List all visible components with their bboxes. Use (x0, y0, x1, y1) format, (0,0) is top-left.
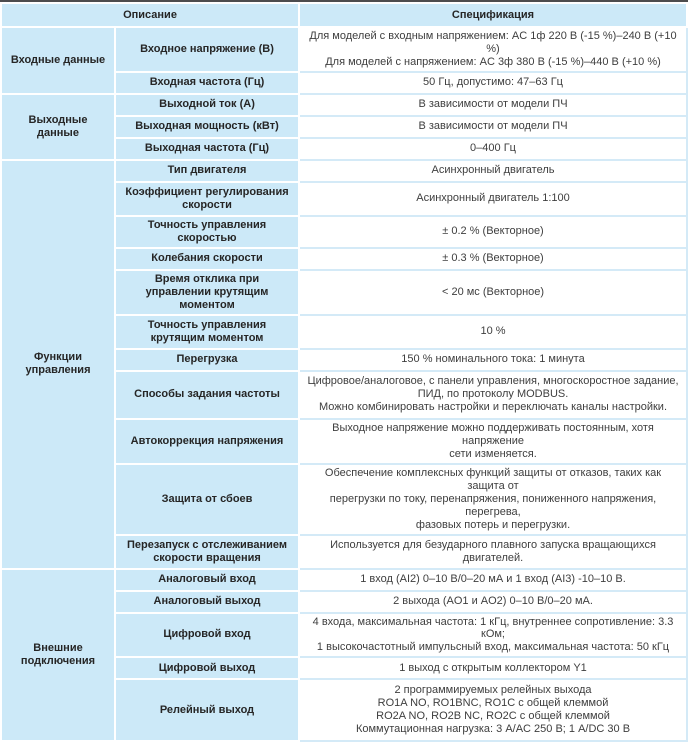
spec-line: 1 высокочастотный импульсный вход, максимальная частота: 50 кГц (316, 641, 670, 654)
header-description: Описание (1, 3, 299, 27)
spec-overload (299, 349, 687, 371)
spec-line: 2 выхода (AO1 и AO2) 0–10 В/0–20 мА. (393, 595, 593, 608)
spec-line: 150 % номинального тока: 1 минута (401, 353, 585, 366)
spec-digital-output (299, 657, 687, 679)
spec-frequency-setting-methods (299, 371, 687, 419)
param-voltage-autocorrection: Автокоррекция напряжения (115, 419, 299, 464)
spec-line: 10 % (480, 325, 506, 338)
spec-output-power (299, 116, 687, 138)
param-fault-protection: Защита от сбоев (115, 464, 299, 535)
param-analog-input: Аналоговый вход (115, 569, 299, 591)
spec-speed-tracking-restart (299, 535, 687, 569)
spec-voltage-autocorrection (299, 419, 687, 464)
spec-line: ± 0.3 % (Векторное) (442, 252, 544, 265)
spec-analog-input (299, 569, 687, 591)
param-speed-control-accuracy: Точность управления скоростью (115, 216, 299, 248)
spec-input-voltage (299, 27, 687, 72)
param-analog-output: Аналоговый выход (115, 591, 299, 613)
spec-line: В зависимости от модели ПЧ (418, 120, 568, 133)
spec-digital-input (299, 613, 687, 658)
spec-output-frequency (299, 138, 687, 160)
spec-motor-type (299, 160, 687, 182)
param-output-frequency: Выходная частота (Гц) (115, 138, 299, 160)
spec-line: 2 программируемых релейных выхода (394, 684, 592, 697)
row-analog-input (1, 569, 687, 591)
spec-line: ПИД, по протоколу MODBUS. (417, 388, 569, 401)
spec-relay-output (299, 679, 687, 741)
spec-input-frequency (299, 72, 687, 94)
param-torque-control-accuracy: Точность управления крутящим моментом (115, 315, 299, 349)
param-output-current: Выходной ток (А) (115, 94, 299, 116)
spec-analog-output (299, 591, 687, 613)
spec-line: 50 Гц, допустимо: 47–63 Гц (423, 76, 563, 89)
spec-fault-protection (299, 464, 687, 535)
param-speed-tracking-restart: Перезапуск с отслеживанием скорости вращения (115, 535, 299, 569)
header-row (1, 3, 687, 27)
spec-line: Выходное напряжение можно поддерживать постоянным, хотя напряжение (332, 421, 654, 447)
param-overload: Перегрузка (115, 349, 299, 371)
row-output-current (1, 94, 687, 116)
group-input-data: Входные данные (1, 27, 115, 94)
spec-line: 1 выход с открытым коллектором Y1 (399, 661, 587, 674)
spec-line: Используется для безударного плавного запуска вращающихся двигателей. (330, 538, 656, 564)
spec-line: 4 входа, максимальная частота: 1 кГц, внутреннее сопротивление: 3.3 кОм; (312, 615, 674, 641)
spec-line: ± 0.2 % (Векторное) (442, 225, 544, 238)
spec-line: < 20 мс (Векторное) (441, 285, 545, 298)
spec-line: фазовых потерь и перегрузки. (415, 518, 571, 531)
param-output-power: Выходная мощность (кВт) (115, 116, 299, 138)
param-relay-output: Релейный выход (115, 679, 299, 741)
spec-line: RO1A NO, RO1BNC, RO1C с общей клеммой (377, 697, 609, 710)
group-external-connections: Внешние подключения (1, 569, 115, 742)
group-control-functions: Функции управления (1, 160, 115, 569)
param-input-frequency: Входная частота (Гц) (115, 72, 299, 94)
param-torque-response-time: Время отклика при управлении крутящим моментом (115, 270, 299, 315)
spec-line: В зависимости от модели ПЧ (418, 98, 568, 111)
spec-line: Коммутационная нагрузка: 3 А/AC 250 В; 1 А/DC 30 В (355, 723, 631, 736)
header-specification: Спецификация (299, 3, 687, 27)
param-motor-type: Тип двигателя (115, 160, 299, 182)
spec-torque-control-accuracy (299, 315, 687, 349)
spec-line: Обеспечение комплексных функций защиты от отказов, таких как защита от (324, 466, 662, 492)
spec-torque-response-time (299, 270, 687, 315)
group-output-data: Выходные данные (1, 94, 115, 160)
spec-line: 1 вход (AI2) 0–10 В/0–20 мА и 1 вход (AI3) -10–10 В. (360, 573, 626, 586)
spec-line: Для моделей с входным напряжением: AC 1ф 220 В (-15 %)–240 В (+10 %) (309, 30, 677, 55)
param-digital-input: Цифровой вход (115, 613, 299, 658)
spec-speed-fluctuation (299, 248, 687, 270)
spec-line: сети изменяется. (449, 447, 537, 460)
param-frequency-setting-methods: Способы задания частоты (115, 371, 299, 419)
spec-line: 0–400 Гц (470, 142, 516, 155)
row-input-voltage (1, 27, 687, 72)
spec-speed-regulation-ratio (299, 182, 687, 216)
spec-speed-control-accuracy (299, 216, 687, 248)
spec-line: Для моделей с напряжением: AC 3ф 380 В (-15 %)–440 В (+10 %) (325, 55, 661, 68)
spec-output-current (299, 94, 687, 116)
spec-line: Асинхронный двигатель 1:100 (416, 192, 570, 205)
spec-line: RO2A NO, RO2B NC, RO2C с общей клеммой (376, 710, 610, 723)
spec-line: перегрузки по току, перенапряжения, пониженного напряжения, перегрева, (329, 492, 657, 518)
param-input-voltage: Входное напряжение (В) (115, 27, 299, 72)
spec-line: Цифровое/аналоговое, с панели управления, многоскоростное задание, (307, 375, 679, 388)
param-speed-regulation-ratio: Коэффициент регулирования скорости (115, 182, 299, 216)
param-speed-fluctuation: Колебания скорости (115, 248, 299, 270)
param-digital-output: Цифровой выход (115, 657, 299, 679)
spec-line: Асинхронный двигатель (431, 164, 555, 177)
spec-line: Можно комбинировать настройки и переключать каналы настройки. (319, 401, 667, 414)
row-motor-type (1, 160, 687, 182)
spec-table (0, 2, 688, 742)
